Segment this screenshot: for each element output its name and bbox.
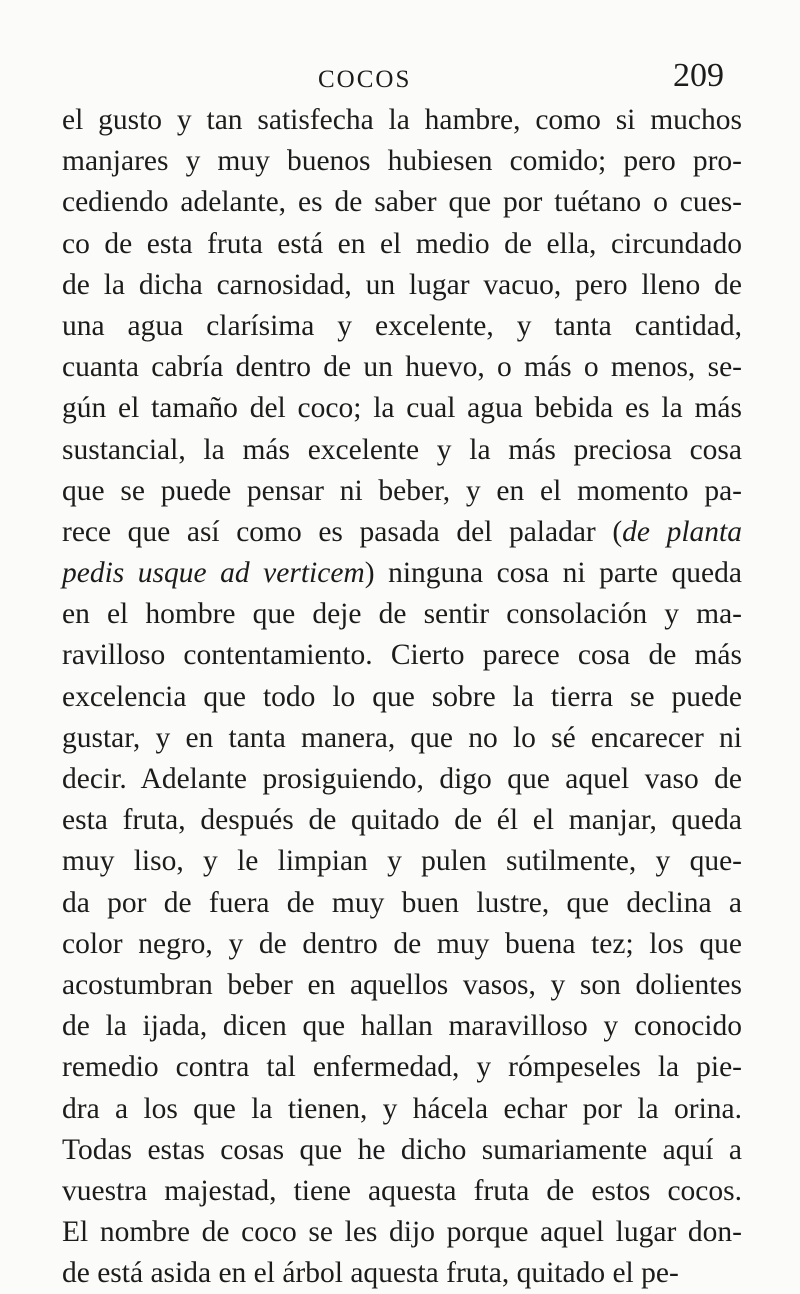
text-line: decir. Adelante prosiguiendo, digo que aquel vaso de bbox=[62, 763, 742, 795]
text-line: en el hombre que deje de sentir consolación y ma- bbox=[62, 598, 742, 631]
text-line: excelencia que todo lo que sobre la tierra se puede bbox=[62, 680, 742, 713]
text-line: gún el tamaño del coco; la cual agua bebida es la más bbox=[62, 392, 742, 425]
text-line: de está asida en el árbol aquesta fruta, quitado el pe- bbox=[62, 1257, 679, 1290]
text-line: Todas estas cosas que he dicho sumariamente aquí a bbox=[62, 1133, 742, 1166]
latin-phrase: pedis usque ad verticem bbox=[62, 557, 365, 590]
text-line: sustancial, la más excelente y la más preciosa cosa bbox=[62, 433, 742, 466]
text-line: manjares y muy buenos hubiesen comido; pero pro- bbox=[62, 145, 742, 178]
text-line bbox=[62, 553, 742, 594]
text-line bbox=[62, 512, 742, 553]
text-segment: rece que así como es pasada del paladar ( bbox=[62, 515, 623, 548]
text-line: acostumbran beber en aquellos vasos, y son dolientes bbox=[62, 968, 742, 1001]
text-line: cuanta cabría dentro de un huevo, o más o menos, se- bbox=[62, 351, 742, 384]
text-line: que se puede pensar ni beber, y en el momento pa- bbox=[62, 474, 742, 507]
text-line: remedio contra tal enfermedad, y rómpeseles la pie- bbox=[62, 1051, 742, 1084]
running-title: COCOS bbox=[318, 66, 412, 93]
text-line: color negro, y de dentro de muy buena tez; los que bbox=[62, 927, 742, 960]
text-line: de la dicha carnosidad, un lugar vacuo, pero lleno de bbox=[62, 268, 742, 301]
text-line: esta fruta, después de quitado de él el manjar, queda bbox=[62, 804, 742, 837]
text-line: cediendo adelante, es de saber que por tuétano o cues- bbox=[62, 186, 742, 219]
text-line: una agua clarísima y excelente, y tanta cantidad, bbox=[62, 309, 742, 342]
text-line: gustar, y en tanta manera, que no lo sé encarecer ni bbox=[62, 721, 742, 754]
page-number: 209 bbox=[673, 57, 724, 94]
text-line: muy liso, y le limpian y pulen sutilmente, y que- bbox=[62, 845, 742, 878]
text-segment: ) ninguna cosa ni parte queda bbox=[364, 557, 742, 590]
text-line: de la ijada, dicen que hallan maravilloso y conocido bbox=[62, 1010, 742, 1043]
body-text bbox=[62, 100, 742, 1294]
text-line: El nombre de coco se les dijo porque aquel lugar don- bbox=[62, 1216, 742, 1249]
text-line: vuestra majestad, tiene aquesta fruta de estos cocos. bbox=[62, 1174, 742, 1207]
latin-phrase: de planta bbox=[622, 515, 742, 548]
text-line: el gusto y tan satisfecha la hambre, como si muchos bbox=[62, 104, 742, 136]
text-line: co de esta fruta está en el medio de ella, circundado bbox=[62, 227, 742, 260]
running-head bbox=[0, 57, 800, 100]
text-line: ravilloso contentamiento. Cierto parece cosa de más bbox=[62, 639, 742, 672]
text-line: da por de fuera de muy buen lustre, que declina a bbox=[62, 886, 742, 919]
text-line: dra a los que la tienen, y hácela echar por la orina. bbox=[62, 1092, 742, 1125]
